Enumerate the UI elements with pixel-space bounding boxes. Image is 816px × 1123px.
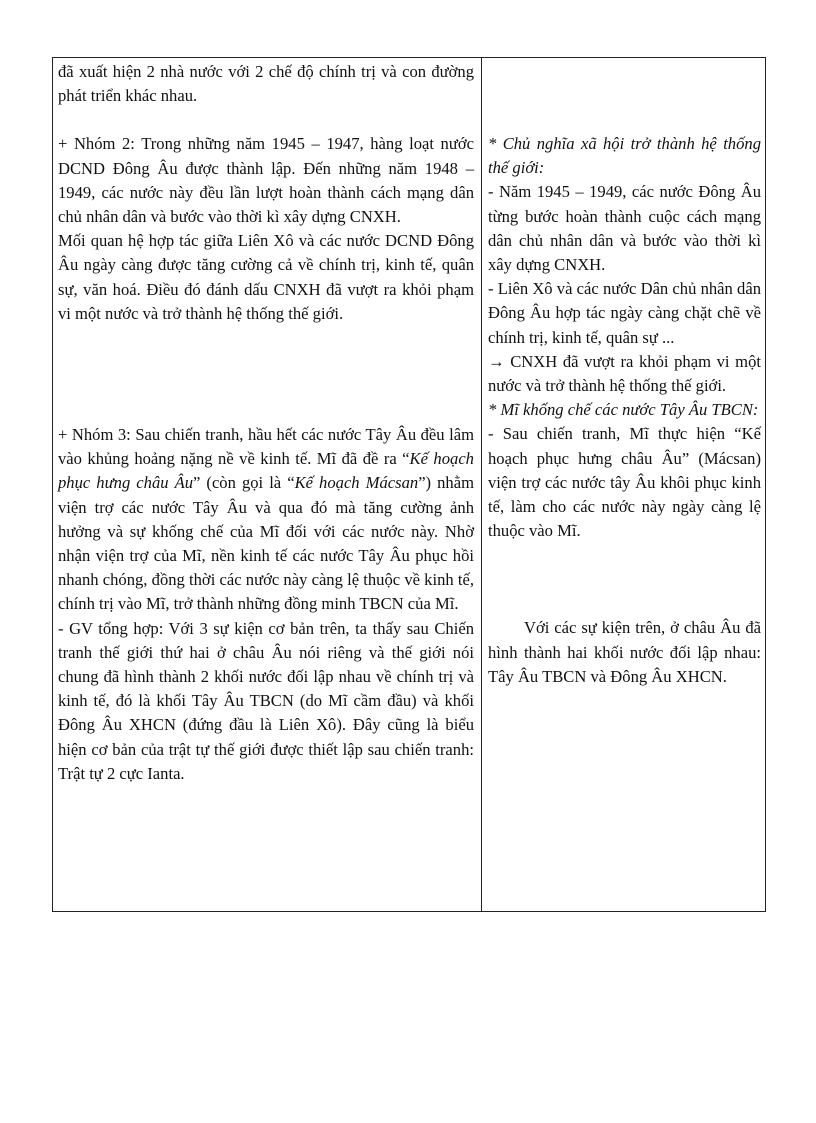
right-point-1: - Năm 1945 – 1949, các nước Đông Âu từng bước hoàn thành cuộc cách mạng dân chủ nhân dân và bước vào thời kì xây dựng CNXH. (488, 182, 761, 275)
content-table (52, 57, 766, 912)
marshall-plan-italic: Kế hoạch phục hưng châu Âu (58, 449, 474, 493)
left-paragraph-group-2: + Nhóm 2: Trong những năm 1945 – 1947, hàng loạt nước DCND Đông Âu được thành lập. Đến những năm 1948 – 1949, các nước này đều lần lượt hoàn thành cách mạng dân chủ nhân dân và bước vào thời kì xây dựng CNXH. (58, 134, 474, 227)
left-paragraph-relations: Mối quan hệ hợp tác giữa Liên Xô và các nước DCND Đông Âu ngày càng được tăng cường cả về chính trị, kinh tế, quân sự, văn hoá. Điều đó đánh dấu CNXH đã vượt ra khỏi phạm vi một nước và trở thành hệ thống thế giới. (58, 231, 474, 323)
right-point-2: - Liên Xô và các nước Dân chủ nhân dân Đông Âu hợp tác ngày càng chặt chẽ về chính trị, kinh tế, quân sự ... (488, 279, 761, 347)
left-column (53, 58, 481, 786)
right-conclusion: Với các sự kiện trên, ở châu Âu đã hình thành hai khối nước đối lập nhau: Tây Âu TBCN và Đông Âu XHCN. (488, 618, 761, 686)
right-point-3: → CNXH đã vượt ra khỏi phạm vi một nước và trở thành hệ thống thế giới. (488, 351, 761, 396)
left-paragraph-0: đã xuất hiện 2 nhà nước với 2 chế độ chính trị và con đường phát triển khác nhau. (58, 62, 474, 106)
left-paragraph-summary: - GV tổng hợp: Với 3 sự kiện cơ bản trên, ta thấy sau Chiến tranh thế giới thứ hai ở châu Âu nói riêng và thế giới nói chung đã hình thành 2 khối nước đối lập nhau về chính trị và kinh tế, đó là khối Tây Âu TBCN (do Mĩ cầm đầu) và khối Đông Âu XHCN (đứng đầu là Liên Xô). Đây cũng là biểu hiện cơ bản của trật tự thế giới được thiết lập sau chiến tranh: Trật tự 2 cực Ianta. (58, 618, 474, 783)
arrow-right-icon: → (488, 351, 505, 371)
right-heading-us-control: * Mĩ khống chế các nước Tây Âu TBCN: (488, 400, 759, 420)
right-heading-socialism: * Chủ nghĩa xã hội trở thành hệ thống thế giới: (488, 134, 761, 178)
right-point-4: - Sau chiến tranh, Mĩ thực hiện “Kế hoạch phục hưng châu Âu” (Mácsan) viện trợ các nước tây Âu khôi phục kinh tế, làm cho các nước này ngày càng lệ thuộc vào Mĩ. (488, 424, 761, 541)
marshall-name-italic: Kế hoạch Mácsan (294, 473, 419, 493)
right-column (482, 58, 766, 689)
left-paragraph-group-3: + Nhóm 3: Sau chiến tranh, hầu hết các nước Tây Âu đều lâm vào khủng hoảng nặng nề về kinh tế. Mĩ đã đề ra “Kế hoạch phục hưng châu Âu” (còn gọi là “Kế hoạch Mácsan”) nhằm viện trợ các nước Tây Âu và qua đó mà tăng cường ảnh hưởng và sự khống chế của Mĩ đối với các nước này. Nhờ nhận viện trợ của Mĩ, nền kinh tế các nước Tây Âu phục hồi nhanh chóng, đồng thời các nước này càng lệ thuộc về kinh tế, chính trị vào Mĩ, trở thành những đồng minh TBCN của Mĩ. (58, 425, 474, 614)
